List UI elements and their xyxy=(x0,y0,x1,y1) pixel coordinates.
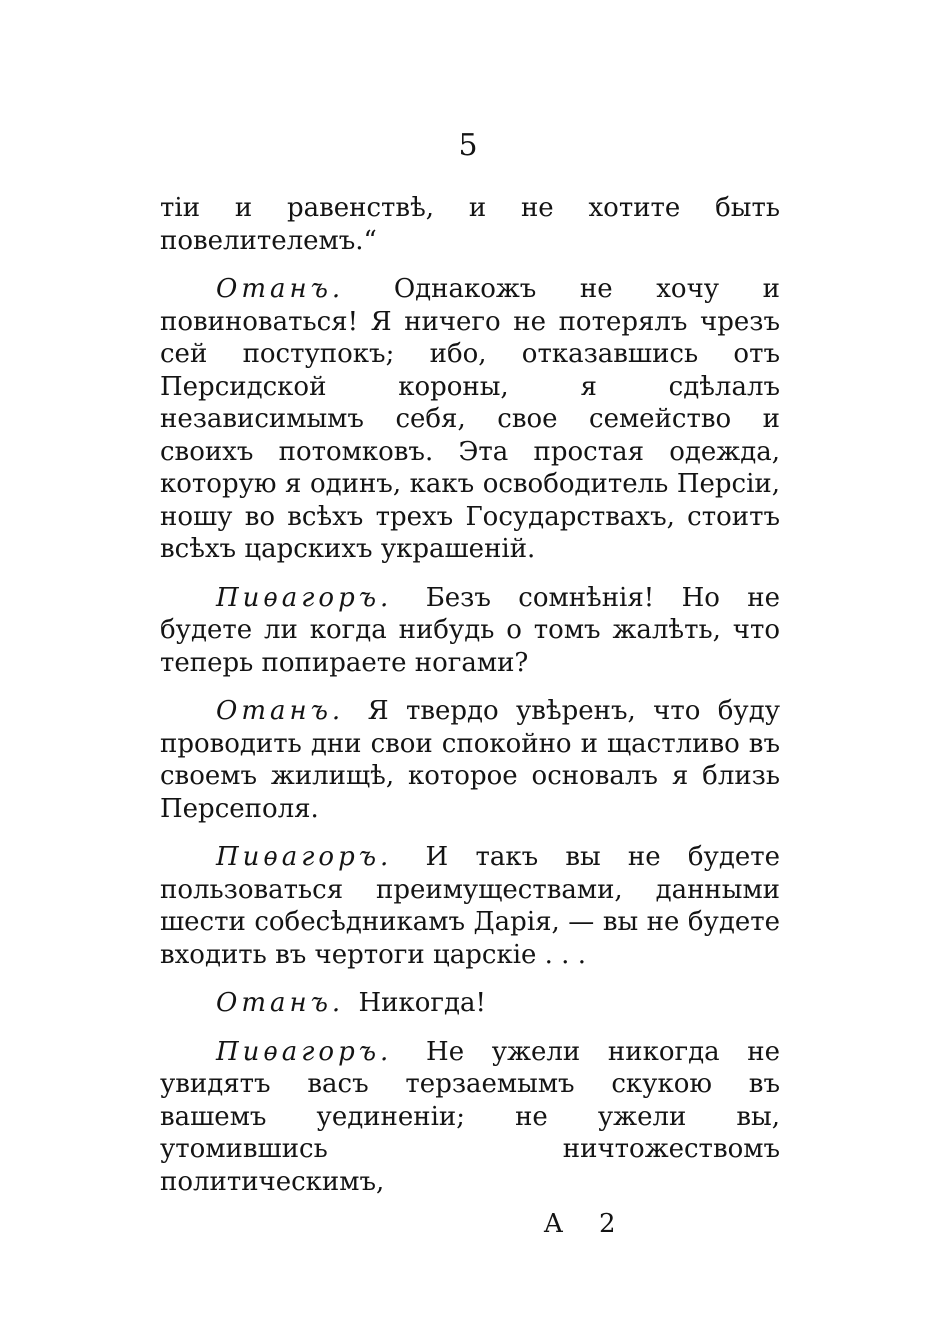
speaker-name: Пиѳагоръ. xyxy=(216,842,393,872)
dialogue-text xyxy=(160,192,780,1214)
page-number: 5 xyxy=(458,128,478,163)
speaker-name: Отанъ. xyxy=(216,696,345,726)
paragraph-otan-2 xyxy=(160,695,780,825)
speaker-name: Пиѳагоръ. xyxy=(216,1036,393,1067)
paragraph-text: Безъ сомнѣнія! Но не будете ли когда нибудь о томъ жалѣть, что теперь попираете ногами? xyxy=(160,582,780,678)
paragraph-text: И такъ вы не будете пользоваться преимуществами, данными шести собесѣдникамъ Дарія, — вы не будете входить въ чертоги царскіе . . . xyxy=(160,842,780,970)
paragraph-otan-3 xyxy=(160,987,780,1020)
paragraph-continuation xyxy=(160,192,780,257)
paragraph-pythagoras-2 xyxy=(160,841,780,971)
paragraph-text: тіи и равенствѣ, и не хотите быть повелителемъ.“ xyxy=(160,193,780,256)
paragraph-pythagoras-1 xyxy=(160,582,780,680)
speaker-name: Отанъ. xyxy=(216,274,345,304)
paragraph-text: Никогда! xyxy=(358,988,486,1018)
speaker-name: Пиѳагоръ. xyxy=(216,582,393,613)
paragraph-text: Я твердо увѣренъ, что буду проводить дни свои спокойно и щастливо въ своемъ жилищѣ, которое основалъ я близь Персеполя. xyxy=(160,696,781,824)
paragraph-text: Однакожъ не хочу и повиноваться! Я ничего не потерялъ чрезъ сей поступокъ; ибо, отказавшись отъ Персидской короны, я сдѣлалъ независимымъ себя, свое семейство и своихъ потомковъ. Эта простая одежда, которую я одинъ, какъ освободитель Персіи, ношу во всѣхъ трехъ Государствахъ, стоитъ всѣхъ царскихъ украшеній. xyxy=(160,274,780,564)
speaker-name: Отанъ. xyxy=(216,988,345,1018)
signature-mark: A 2 xyxy=(544,1209,630,1239)
paragraph-text: Не ужели никогда не увидятъ васъ терзаемымъ скукою въ вашемъ уединеніи; не ужели вы, утомившись ничтожествомъ политическимъ, xyxy=(160,1036,781,1197)
paragraph-pythagoras-3 xyxy=(160,1036,780,1199)
paragraph-otan-1 xyxy=(160,273,780,566)
